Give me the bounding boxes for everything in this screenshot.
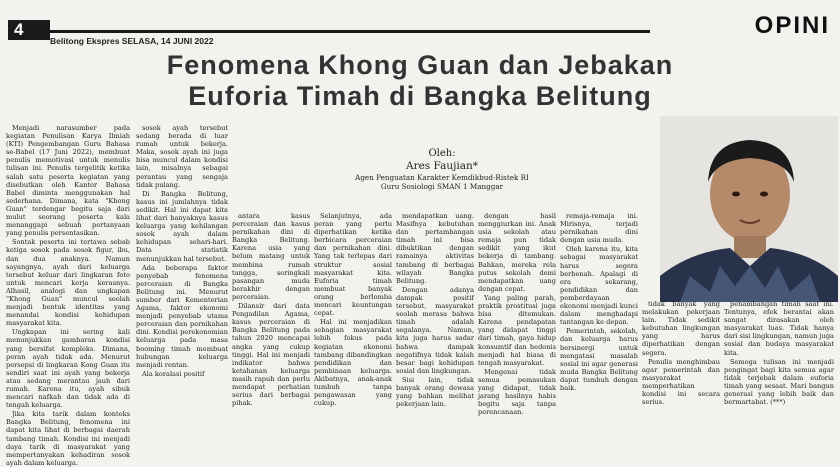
paragraph: Pemerintah, sekolah, dan keluarga harus bersinergi untuk mengatasi masalah sosial ini agar generasi muda Bangka Belitung dapat tumbuh dengan baik. — [560, 327, 638, 392]
paragraph: Dengan adanya dampak positif tersebut, masyarakat seolah merasa bahwa timah adalah segalanya. Namun, kita juga harus sadar bahwa dampak negatifnya tidak kalah besar bagi kehidupan sosial dan lingkungan. — [396, 285, 474, 375]
publication-line: Belitong Ekspres SELASA, 14 JUNI 2022 — [50, 36, 214, 46]
article-column-5 — [396, 212, 474, 450]
paragraph: antara kasus perceraian dan kasus pernikahan dini di Bangka Belitung. Karena usia yang belum matang untuk membina rumah tangga, seringkali pasangan muda berakhir dengan perceraian. — [232, 212, 310, 301]
paragraph: Hal ini menjadikan sebagian masyarakat lebih fokus pada kegiatan ekonomi tambang dibandingkan pendidikan dan pembinaan keluarga. Akibatnya, anak-anak tumbuh tanpa pengawasan yang cukup. — [314, 318, 392, 408]
article-column-6 — [478, 212, 556, 450]
paragraph: sosok ayah tersebut sedang berada di luar rumah untuk bekerja. Maka, sosok ayah ini juga bisa muncul dalam kondisi lain, misalnya sebagai perantau yang sengaja tidak pulang. — [136, 124, 228, 189]
author-oleh: Oleh: — [428, 148, 456, 159]
paragraph: Oleh karena itu, kita sebagai masyarakat harus segera berbenah. Apalagi di era sekarang, pendidikan dan pemberdayaan ekonomi menjadi kunci dalam menghadapi tantangan ke depan. — [560, 245, 638, 327]
paragraph: Mengenai tidak semua pemasukan yang didapat, tidak jarang hasilnya habis begitu saja tanpa perencanaan. — [478, 367, 556, 417]
author-box — [232, 148, 652, 208]
article-headline — [0, 50, 840, 112]
article-column-4 — [314, 212, 392, 450]
article-column-2 — [136, 124, 228, 450]
section-label: OPINI — [754, 12, 830, 39]
article-column-8 — [642, 300, 720, 450]
paragraph: Jika kita tarik dalam konteks Bangka Belitung, fenomena ini dapat kita lihat di berbagai daerah tambang timah. Kondisi ini menjadi daya tarik di masyarakat yang mempertanyakan kehadiran sosok ayah dalam keluarga. — [6, 410, 130, 467]
paragraph: Menjadi narasumber pada kegiatan Penulisan Karya Ilmiah (KTI) Pengembangan Guru Bahasa se-Babel (17 Juni 2022), membuat penulis memotivasi untuk menulis tulisan ini. Penulis tergelitik ketika salah satu peserta kegiatan yang disebutkan oleh Kantor Bahasa Babel diminta menggunakan hal sederhana. Dimana, kata "Khong Guan" terdengar begitu saja dari mulut seorang peserta kala menanggapi sebuah pertanyaan yang penulis persentasikan. — [6, 124, 130, 238]
paragraph: dengan hasil menggiurkan ini. Anak usia sekolah atau remaja pun tidak sedikit yang ikut bekerja di tambang. Bahkan, mereka rela putus sekolah demi mendapatkan uang dengan cepat. — [478, 212, 556, 293]
article-column-3 — [232, 212, 310, 450]
paragraph: Ungkapan ini sering kali menunjukkan gambaran kondisi yang bersifat kompleks. Dimana, peran ayah tidak ada. Menurut persepsi di lingkaran Kong Guan itu sendiri saat ini ayah yang bekerja atau sedang merantau jauh dari rumah. Karena itu, ayah sibuk mencari nafkah dan tidak ada di tengah keluarga. — [6, 328, 130, 410]
paragraph: Ala koralasi positif — [142, 369, 205, 378]
author-role-2: Guru Sosiologi SMAN 1 Manggar — [380, 182, 504, 191]
article-column-9 — [724, 300, 834, 450]
author-name: Ares Faujian* — [405, 160, 479, 172]
author-portrait-photo — [660, 116, 838, 302]
header-rule — [50, 30, 650, 33]
paragraph: tidak banyak yang melakukan pekerjaan lain. Tidak sedikit kebutuhan lingkungan yang harus diperhatikan dengan segera. — [642, 300, 720, 357]
paragraph: Yang paling parah, praktik prostitusi juga bisa ditemukan. Karena pendapatan yang didapat tinggi dari timah, gaya hidup konsumtif dan hedonis menjadi hal biasa di tengah masyarakat. — [478, 293, 556, 367]
headline-line-1: Fenomena Khong Guan dan Jebakan — [166, 50, 674, 80]
author-portrait-icon — [660, 116, 838, 302]
paragraph: Ada beberapa faktor penyebab fenomena perceraian di Bangka Belitung ini. Menurut sumber dari Kementerian Agama, faktor ekonomi menjadi penyebab utama perceraian dan pernikahan dini. Kondisi perekonomian keluarga pada masa booming timah membuat hubungan keluarga menjadi rentan. — [136, 263, 228, 369]
article-column-7 — [560, 212, 638, 450]
paragraph: Selanjutnya, ada peran yang perlu diperhatikan ketika berbicara perceraian dan pernikahan dini. Yang tak terlepas dari struktur sosial masyarakat kita. Euforia timah membuat banyak orang berlomba mencari keuntungan cepat. — [314, 212, 392, 318]
page-header — [0, 0, 840, 48]
paragraph: penambangan timah saat ini. Tentunya, efek berantai akan sangat dirasakan oleh masyarakat luas. Tidak hanya dari sisi lingkungan, namun juga sosial dan budaya masyarakat kita. — [724, 300, 834, 357]
paragraph: Dilansir dari data Pengadilan Agama, kasus perceraian di Bangka Belitung pada tahun 2020 mencapai angka yang cukup tinggi. Hal ini menjadi indikator bahwa ketahanan keluarga masih rapuh dan perlu mendapat perhatian serius dari berbagai pihak. — [232, 302, 310, 408]
article-column-1 — [6, 124, 130, 467]
paragraph: Di Bangka Belitung, kasus ini jumlahnya tidak sedikit. Hal ini dapat kita lihat dari banyaknya kasus keluarga yang kehilangan sosok ayah dalam kehidupan sehari-hari. Data statistik menunjukkan hal tersebut. — [136, 189, 228, 263]
headline-line-2: Euforia Timah di Bangka Belitung — [188, 81, 652, 111]
paragraph: Penulis menghimbau agar pemerintah dan masyarakat memperhatikan kondisi ini secara serius. — [642, 357, 720, 407]
paragraph: mendapatkan uang. Masifnya kebutuhan dan pertambangan timah ini bisa dibuktikan dengan ramainya aktivitas tambang di berbagai wilayah Bangka Belitung. — [396, 212, 474, 285]
paragraph: Semoga tulisan ini menjadi pengingat bagi kita semua agar tidak terjebak dalam euforia timah yang sesaat. Mari bangun generasi yang lebih baik dan bermartabat. (***) — [724, 357, 834, 407]
page-number: 4 — [8, 20, 50, 40]
paragraph: Sontak peserta ini tertawa sebab ketiga sosok pada sosok figur, ibu, dan dua anaknya. Namun sayangnya, ayah dari keluarga tersebut keluar dari lingkaran foto untuk mencari kerja kerasnya. Alhasil, analogi dan ungkapan "Khong Guan" muncul seolah menjadi bentuk identitas yang menandai kondisi kehidupan masyarakat kita. — [6, 238, 130, 328]
paragraph: Sisi lain, tidak banyak orang dewasa yang bahkan melihat pekerjaan lain. — [396, 375, 474, 409]
paragraph: remaja-remaja ini. Mirisnya, terjadi pernikahan dini dengan usia muda. — [560, 212, 638, 245]
author-role-1: Agen Penguatan Karakter Kemdikbud-Ristek RI — [355, 173, 529, 182]
